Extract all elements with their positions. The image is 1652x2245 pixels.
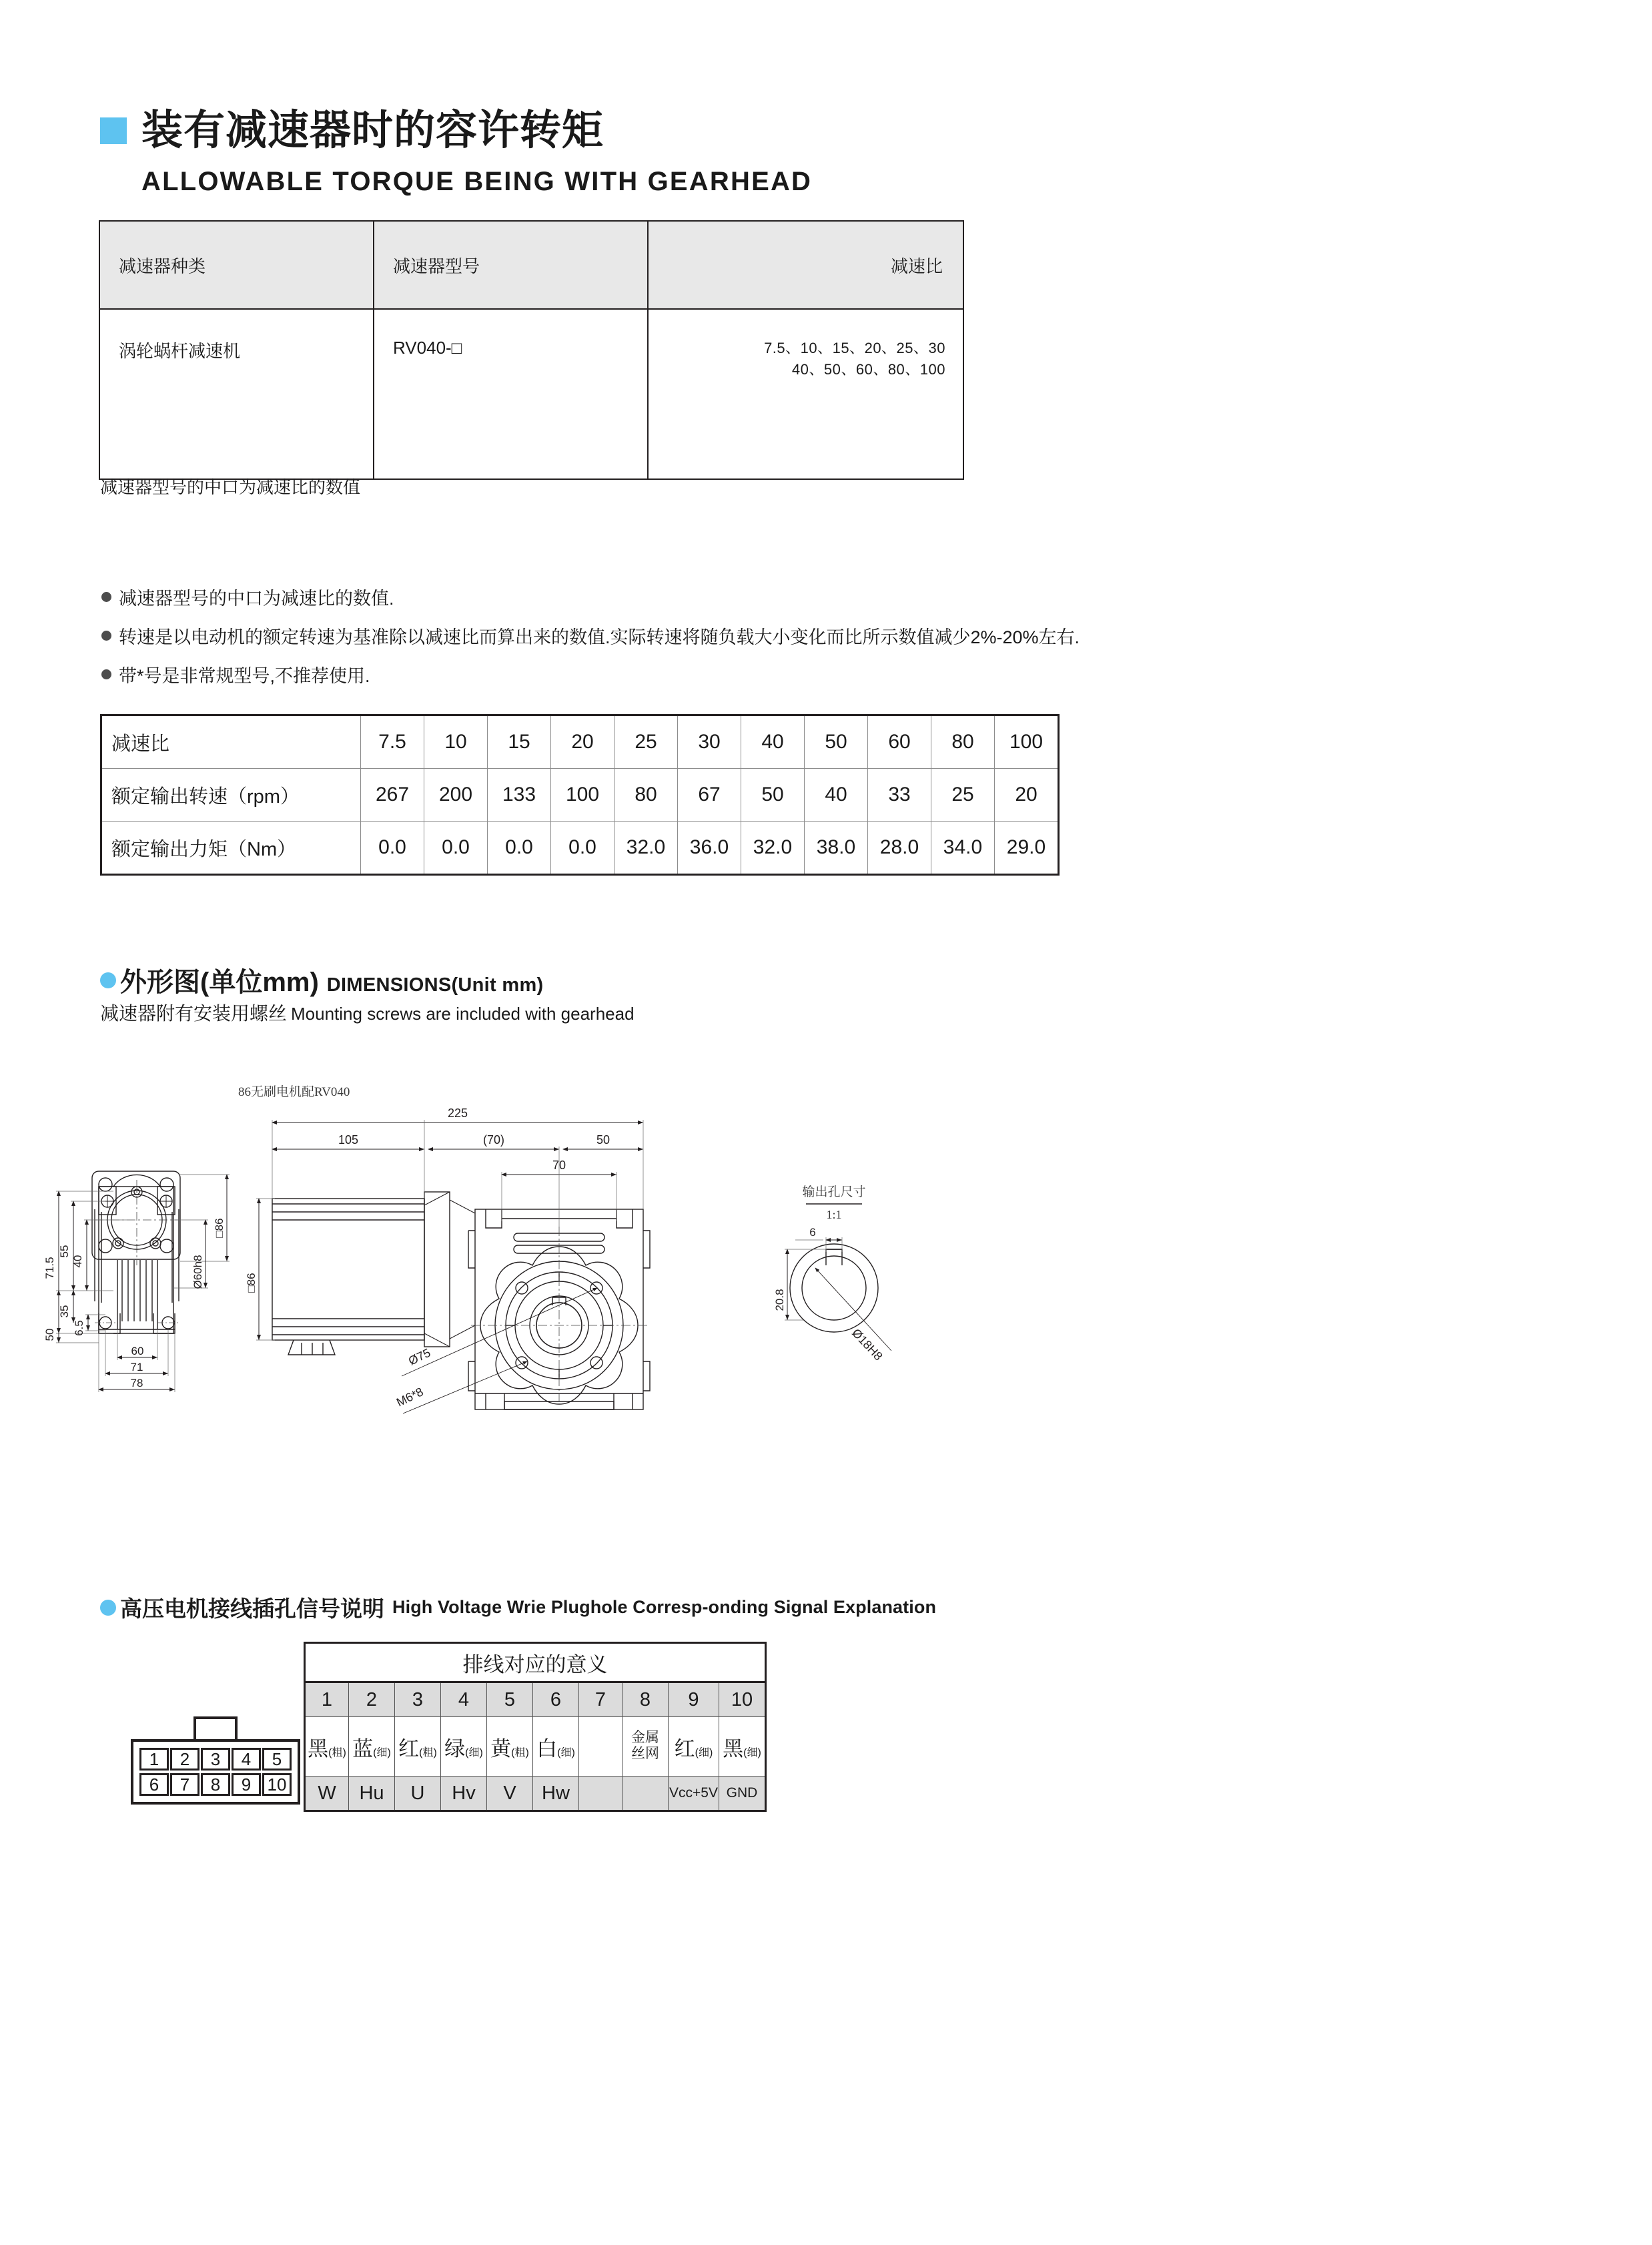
- signal-name-empty: [579, 1777, 623, 1811]
- bullet-dot-icon: [101, 669, 111, 679]
- dim-m6x8: M6*8: [394, 1385, 426, 1409]
- note-text: 带*号是非常规型号,不推荐使用.: [119, 666, 370, 686]
- signal-name: U: [395, 1777, 441, 1811]
- wire-color: [533, 1717, 579, 1777]
- wiring-signal-table: [304, 1642, 767, 1812]
- dim-71: 71: [130, 1361, 143, 1373]
- wire-number: 1: [305, 1682, 349, 1717]
- cell-speed: 40: [805, 769, 868, 822]
- signal-name: W: [305, 1777, 349, 1811]
- output-hole-detail: [773, 1185, 891, 1363]
- cell-torque: 0.0: [488, 822, 551, 875]
- cell-gearhead-model: RV040-□: [374, 309, 648, 479]
- wiring-heading: [100, 1592, 936, 1623]
- cell-speed: 25: [931, 769, 995, 822]
- wire-color-name: 黑: [308, 1736, 329, 1760]
- left-view-right-labels: [191, 1218, 226, 1289]
- dim-86-motor: □86: [245, 1273, 258, 1293]
- title-accent-square: [100, 117, 127, 144]
- performance-data-table: [100, 714, 1060, 876]
- wire-number: 6: [533, 1682, 579, 1717]
- dim-86-flange: □86: [213, 1218, 226, 1238]
- list-item: [101, 623, 1080, 649]
- cell-ratio: 30: [678, 715, 741, 769]
- cell-torque: 36.0: [678, 822, 741, 875]
- dim-20-8: 20.8: [773, 1289, 786, 1311]
- dim-phi18h8: Ø18H8: [849, 1326, 885, 1363]
- dimensions-heading-en: DIMENSIONS(Unit mm): [326, 974, 544, 996]
- signal-name: Hu: [349, 1777, 395, 1811]
- table1-footnote: 减速器型号的中口为减速比的数值: [100, 477, 361, 497]
- wire-gauge: (细): [695, 1746, 713, 1758]
- signal-name: Hv: [441, 1777, 487, 1811]
- ratio-line-2: 40、50、60、80、100: [791, 360, 945, 378]
- cell-speed: 80: [614, 769, 678, 822]
- ratio-line-1: 7.5、10、15、20、25、30: [764, 340, 945, 356]
- wire-number: 10: [719, 1682, 765, 1717]
- wire-color-name: 红: [674, 1736, 695, 1760]
- cell-speed: 33: [868, 769, 931, 822]
- dimensions-heading: [100, 961, 543, 999]
- notes-list: [101, 584, 1080, 700]
- connector-body: [131, 1739, 300, 1805]
- dim-71-5: 71.5: [43, 1257, 56, 1279]
- cell-ratio: 7.5: [361, 715, 424, 769]
- wire-color-empty: [579, 1717, 623, 1777]
- connector-pin-diagram: [131, 1716, 300, 1805]
- wire-number: 4: [441, 1682, 487, 1717]
- signal-name-empty: [623, 1777, 669, 1811]
- wire-color: [441, 1717, 487, 1777]
- cell-ratio: 20: [551, 715, 614, 769]
- wire-color-name: 黑: [723, 1736, 744, 1760]
- dim-6: 6: [809, 1226, 816, 1239]
- cell-torque: 34.0: [931, 822, 995, 875]
- cell-ratio: 40: [741, 715, 805, 769]
- detail-title: 输出孔尺寸: [802, 1185, 866, 1199]
- row-label-ratio: 减速比: [101, 715, 361, 769]
- cell-torque: 38.0: [805, 822, 868, 875]
- list-item: [101, 584, 1080, 610]
- wire-color-name: 蓝: [352, 1736, 374, 1760]
- dim-60: 60: [131, 1345, 144, 1357]
- cell-gearhead-type: 涡轮蜗杆减速机: [99, 309, 374, 479]
- cell-ratio: 100: [995, 715, 1059, 769]
- table-header-row: [99, 221, 963, 309]
- pin-3: 3: [201, 1748, 230, 1771]
- connector-row-bottom: [139, 1772, 292, 1797]
- col-header-ratio: 减速比: [648, 221, 963, 309]
- table-header-row: [305, 1643, 766, 1682]
- technical-drawing: [43, 1068, 1034, 1441]
- cell-torque: 0.0: [424, 822, 488, 875]
- motor-side-view: [272, 1192, 475, 1355]
- wire-number: 3: [395, 1682, 441, 1717]
- dim-225: 225: [447, 1106, 468, 1120]
- wire-gauge: (细): [465, 1746, 483, 1758]
- wiring-table-title: 排线对应的意义: [305, 1643, 766, 1682]
- left-view-width-labels: [131, 1345, 144, 1389]
- dim-70: 70: [552, 1159, 566, 1172]
- wire-color: [719, 1717, 765, 1777]
- wire-number: 8: [623, 1682, 669, 1717]
- cell-ratio: 25: [614, 715, 678, 769]
- gearhead-leader-lines: [402, 1288, 597, 1413]
- top-dimension-labels: [338, 1106, 610, 1172]
- wire-gauge: (粗): [419, 1746, 437, 1758]
- dim-105: 105: [338, 1133, 359, 1147]
- table-row: [99, 309, 963, 479]
- dim-6-5: 6.5: [73, 1320, 85, 1336]
- list-item: [101, 661, 1080, 687]
- cell-ratio: 15: [488, 715, 551, 769]
- left-view-dimension-labels: [43, 1245, 85, 1341]
- row-label-torque: 额定输出力矩（Nm）: [101, 822, 361, 875]
- dimensions-heading-cn: 外形图(单位mm): [120, 968, 319, 997]
- dim-70-paren: (70): [482, 1133, 505, 1147]
- wire-color: [669, 1717, 719, 1777]
- wire-color-name: 红: [398, 1736, 420, 1760]
- cell-speed: 133: [488, 769, 551, 822]
- table-row: [101, 822, 1059, 875]
- left-view-flange: [92, 1171, 180, 1333]
- page-title-english: ALLOWABLE TORQUE BEING WITH GEARHEAD: [141, 167, 813, 196]
- cell-ratio: 80: [931, 715, 995, 769]
- wire-gauge: (粗): [328, 1746, 346, 1758]
- wire-gauge: (细): [557, 1746, 575, 1758]
- wiring-heading-en: High Voltage Wrie Plughole Corresp-onding Signal Explanation: [392, 1597, 937, 1617]
- cell-ratio: 10: [424, 715, 488, 769]
- pin-6: 6: [139, 1773, 169, 1796]
- cell-torque: 0.0: [551, 822, 614, 875]
- cell-speed: 100: [551, 769, 614, 822]
- row-label-speed: 额定输出转速（rpm）: [101, 769, 361, 822]
- table-row-signals: [305, 1777, 766, 1811]
- pin-10: 10: [262, 1773, 292, 1796]
- cell-torque: 29.0: [995, 822, 1059, 875]
- gearhead-leader-labels: [394, 1346, 432, 1409]
- wire-color: [623, 1717, 669, 1777]
- table-row: [101, 769, 1059, 822]
- connector-latch-tab: [193, 1716, 238, 1739]
- gearhead-spec-table: [99, 220, 964, 480]
- cell-torque: 28.0: [868, 822, 931, 875]
- gearhead-dimension-drawing: [43, 1068, 1034, 1441]
- cell-speed: 20: [995, 769, 1059, 822]
- pin-1: 1: [139, 1748, 169, 1771]
- cell-torque: 32.0: [614, 822, 678, 875]
- dimensions-subtitle: [100, 999, 635, 1026]
- bullet-dot-icon: [101, 631, 111, 641]
- wire-color-name: 黄: [490, 1736, 512, 1760]
- col-header-type: 减速器种类: [99, 221, 374, 309]
- page-title: 装有减速器时的容许转矩: [141, 107, 604, 153]
- cell-speed: 67: [678, 769, 741, 822]
- wire-color: [487, 1717, 533, 1777]
- dim-phi60h8: Ø60h8: [191, 1255, 204, 1289]
- pin-2: 2: [170, 1748, 199, 1771]
- bullet-circle-icon: [100, 1600, 116, 1616]
- wire-color-name: 绿: [444, 1736, 466, 1760]
- signal-name: V: [487, 1777, 533, 1811]
- cell-ratio: 50: [805, 715, 868, 769]
- pin-5: 5: [262, 1748, 292, 1771]
- table-row: [101, 715, 1059, 769]
- table-row-numbers: [305, 1682, 766, 1717]
- bullet-dot-icon: [101, 592, 111, 602]
- pin-8: 8: [201, 1773, 230, 1796]
- connector-row-top: [139, 1746, 292, 1772]
- dim-40: 40: [71, 1255, 84, 1268]
- table-row-wires: [305, 1717, 766, 1777]
- cell-torque: 0.0: [361, 822, 424, 875]
- dim-50-left: 50: [43, 1328, 56, 1341]
- dimensions-subtitle-cn: 减速器附有安装用螺丝: [100, 1003, 288, 1024]
- dim-78: 78: [130, 1377, 143, 1389]
- signal-name: Vcc+5V: [669, 1777, 719, 1811]
- drawing-caption: 86无刷电机配RV040: [238, 1085, 350, 1099]
- detail-scale: 1:1: [826, 1208, 842, 1221]
- wiring-heading-cn: 高压电机接线插孔信号说明: [120, 1596, 384, 1621]
- pin-9: 9: [232, 1773, 261, 1796]
- wire-number: 9: [669, 1682, 719, 1717]
- wire-gauge: (粗): [511, 1746, 529, 1758]
- wire-color-name: 金属 丝网: [631, 1730, 659, 1761]
- pin-4: 4: [232, 1748, 261, 1771]
- bullet-circle-icon: [100, 972, 116, 988]
- signal-name: GND: [719, 1777, 765, 1811]
- col-header-model: 减速器型号: [374, 221, 648, 309]
- cell-speed: 267: [361, 769, 424, 822]
- cell-ratio: 60: [868, 715, 931, 769]
- dim-phi75: Ø75: [406, 1345, 433, 1368]
- wire-number: 5: [487, 1682, 533, 1717]
- wire-color-name: 白: [536, 1736, 558, 1760]
- dim-50: 50: [596, 1133, 610, 1147]
- pin-7: 7: [170, 1773, 199, 1796]
- note-text: 转速是以电动机的额定转速为基准除以减速比而算出来的数值.实际转速将随负载大小变化而比所示数值减少2%-20%左右.: [119, 627, 1080, 647]
- note-text: 减速器型号的中口为减速比的数值.: [119, 589, 394, 609]
- cell-speed: 200: [424, 769, 488, 822]
- wire-color: [305, 1717, 349, 1777]
- dimensions-subtitle-en: Mounting screws are included with gearhead: [291, 1004, 635, 1024]
- wire-gauge: (细): [373, 1746, 391, 1758]
- wire-number: 7: [579, 1682, 623, 1717]
- dim-55: 55: [58, 1245, 71, 1258]
- wire-number: 2: [349, 1682, 395, 1717]
- signal-name: Hw: [533, 1777, 579, 1811]
- cell-torque: 32.0: [741, 822, 805, 875]
- wire-gauge: (细): [743, 1746, 761, 1758]
- gearhead-front-view: [468, 1209, 650, 1409]
- page-title-row: [100, 107, 604, 153]
- dim-35: 35: [58, 1305, 71, 1318]
- wire-color: [349, 1717, 395, 1777]
- cell-ratio-values: [648, 309, 963, 479]
- cell-speed: 50: [741, 769, 805, 822]
- wire-color: [395, 1717, 441, 1777]
